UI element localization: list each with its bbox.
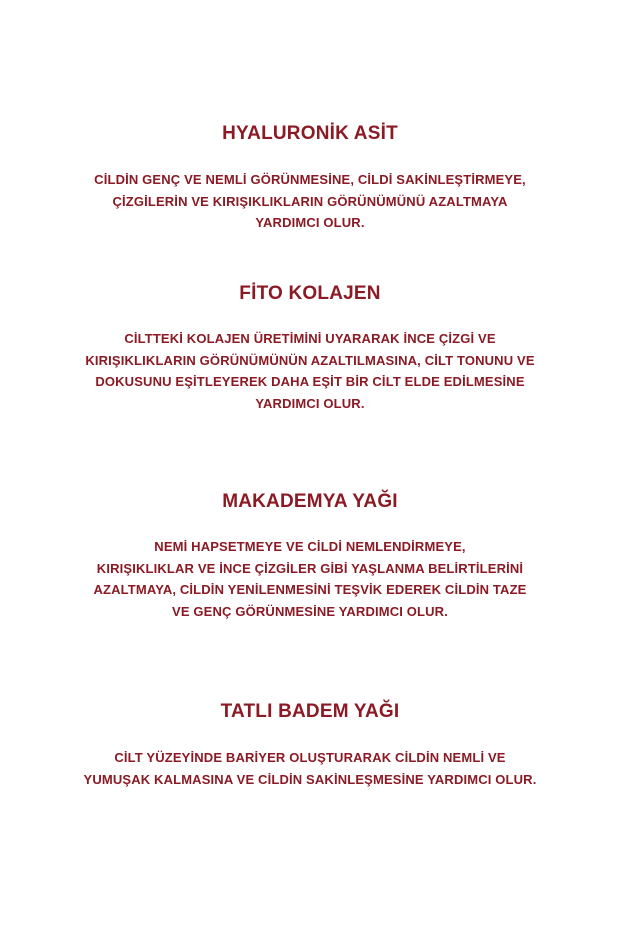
section-sweet-almond-oil [0, 700, 620, 790]
section-description [0, 169, 620, 234]
description-line: CİLT YÜZEYİNDE BARİYER OLUŞTURARAK CİLDİN NEMLİ VE [114, 750, 506, 765]
description-line: KIRIŞIKLIKLAR VE İNCE ÇİZGİLER GİBİ YAŞLANMA BELİRTİLERİNİ [96, 560, 524, 576]
description-line: DOKUSUNU EŞİTLEYEREK DAHA EŞİT BİR CİLT ELDE EDİLMESİNE [95, 374, 525, 389]
description-line: KIRIŞIKLIKLARIN GÖRÜNÜMÜNÜN AZALTILMASINA, CİLT TONUNU VE [85, 352, 535, 368]
section-title: TATLI BADEM YAĞI [220, 701, 400, 722]
description-line: AZALTMAYA, CİLDİN YENİLENMESİNİ TEŞVİK EDEREK CİLDİN TAZE [93, 582, 527, 597]
section-description [0, 747, 620, 790]
description-line: YARDIMCI OLUR. [255, 395, 365, 411]
section-description [0, 536, 620, 622]
description-line: CİLDİN GENÇ VE NEMLİ GÖRÜNMESİNE, CİLDİ SAKİNLEŞTİRMEYE, [94, 172, 526, 187]
description-line: YUMUŞAK KALMASINA VE CİLDİN SAKİNLEŞMESİNE YARDIMCI OLUR. [83, 771, 537, 787]
description-line: NEMİ HAPSETMEYE VE CİLDİ NEMLENDİRMEYE, [154, 539, 466, 554]
section-title: HYALURONİK ASİT [222, 123, 398, 144]
description-line: VE GENÇ GÖRÜNMESİNE YARDIMCI OLUR. [172, 603, 448, 619]
section-title: MAKADEMYA YAĞI [222, 491, 398, 512]
section-hyaluronic-acid [0, 122, 620, 234]
description-line: CİLTTEKİ KOLAJEN ÜRETİMİNİ UYARARAK İNCE ÇİZGİ VE [124, 331, 496, 346]
section-description [0, 328, 620, 414]
section-phyto-collagen [0, 282, 620, 414]
section-macadamia-oil [0, 490, 620, 622]
description-line: ÇİZGİLERİN VE KIRIŞIKLIKLARIN GÖRÜNÜMÜNÜ AZALTMAYA [112, 193, 508, 209]
section-title: FİTO KOLAJEN [239, 283, 381, 304]
description-line: YARDIMCI OLUR. [255, 215, 365, 230]
